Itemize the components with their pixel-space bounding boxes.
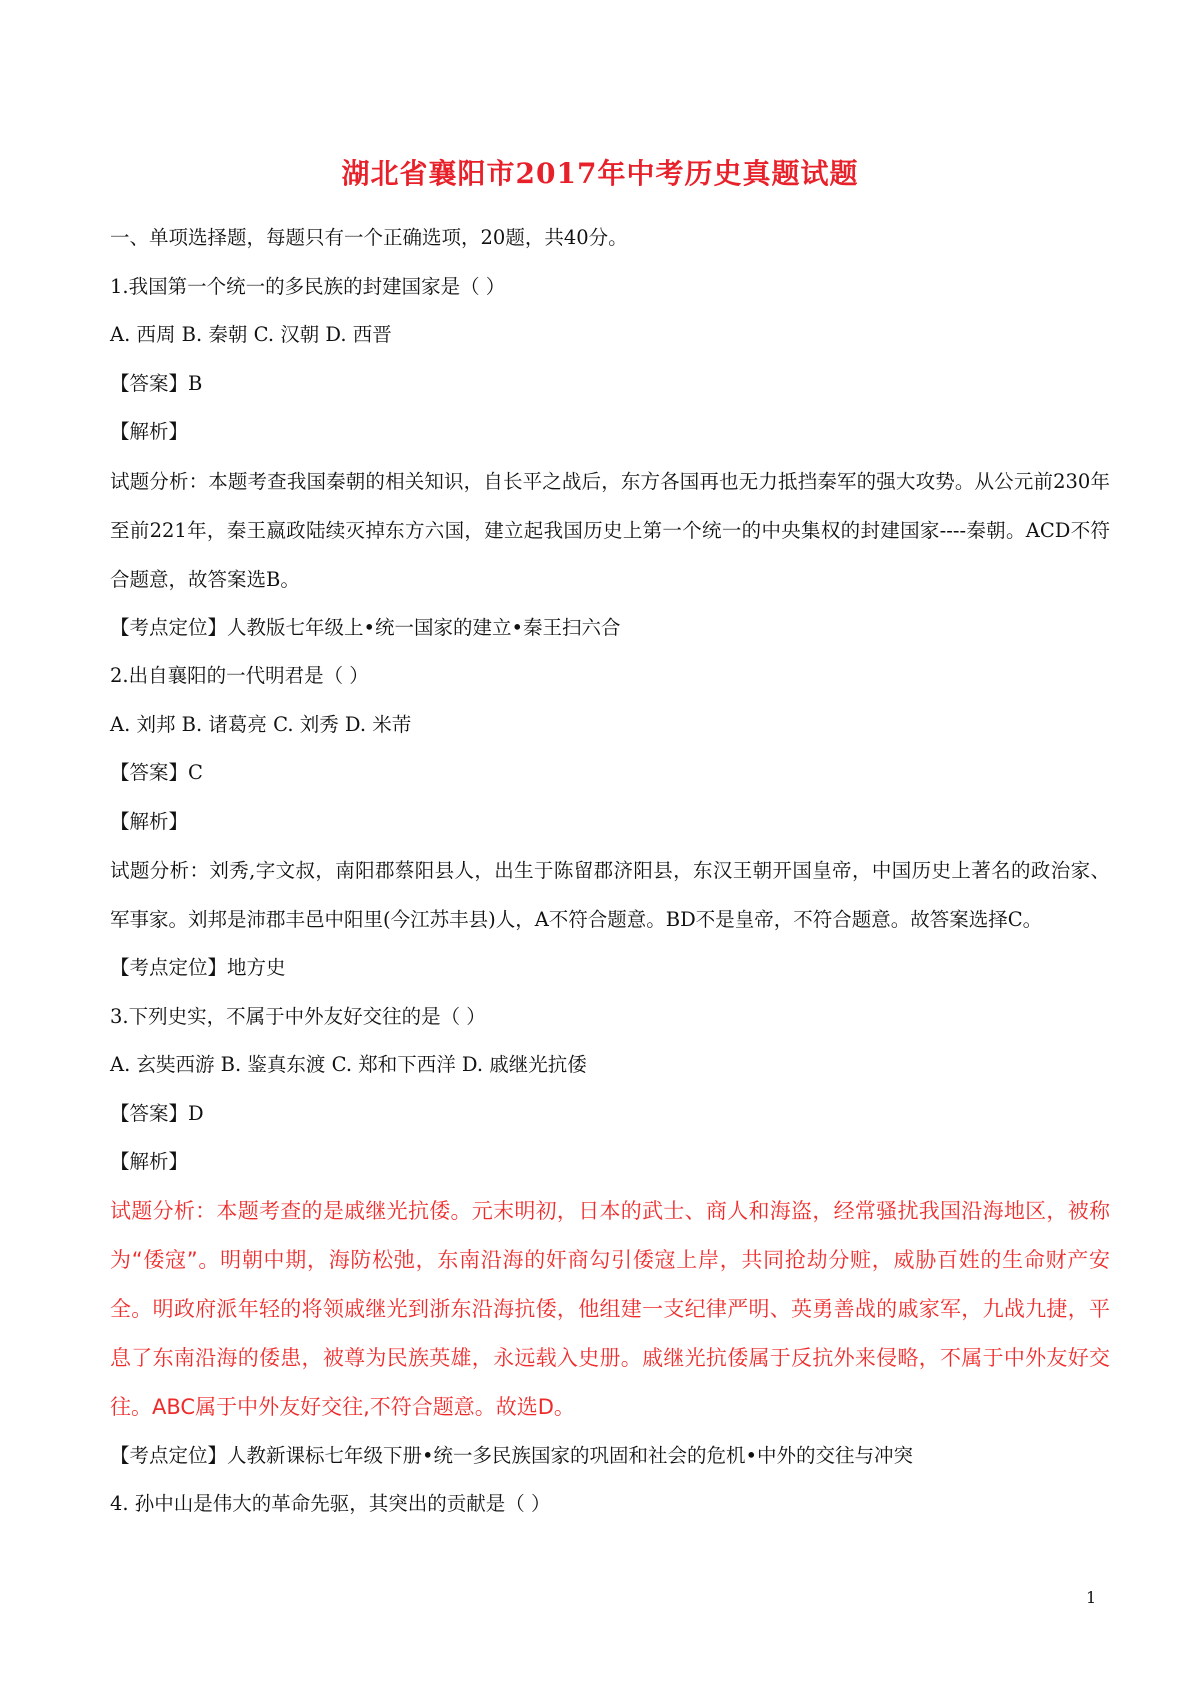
question-options: A. 刘邦 B. 诸葛亮 C. 刘秀 D. 米芾 <box>110 712 412 736</box>
question-stem: 1.我国第一个统一的多民族的封建国家是（ ） <box>110 274 506 298</box>
question-block <box>110 993 1110 1481</box>
answer-line: 【答案】C <box>110 761 203 784</box>
analysis-label: 【解析】 <box>110 1150 189 1173</box>
analysis-text: 试题分析：本题考查我国秦朝的相关知识，自长平之战后，东方各国再也无力抵挡秦军的强大攻势。从公元前230年至前221年，秦王嬴政陆续灭掉东方六国，建立起我国历史上第一个统一的中央集权的封建国家----秦朝。ACD不符合题意，故答案选B。 <box>110 469 1110 591</box>
analysis-label: 【解析】 <box>110 809 189 833</box>
exam-point: 【考点定位】人教版七年级上•统一国家的建立•秦王扫六合 <box>110 615 621 639</box>
answer-line: 【答案】D <box>110 1101 204 1125</box>
exam-point: 【考点定位】人教新课标七年级下册•统一多民族国家的巩固和社会的危机•中外的交往与冲突 <box>110 1443 914 1467</box>
document-title: 湖北省襄阳市2017年中考历史真题试题 <box>341 157 859 190</box>
document-body <box>110 214 1110 1529</box>
answer-line: 【答案】B <box>110 371 203 395</box>
question-stem: 3.下列史实，不属于中外友好交往的是（ ） <box>110 1004 486 1028</box>
question-stem: 4. 孙中山是伟大的革命先驱，其突出的贡献是（ ） <box>110 1492 551 1515</box>
question-options: A. 西周 B. 秦朝 C. 汉朝 D. 西晋 <box>110 323 392 346</box>
exam-point: 【考点定位】地方史 <box>110 956 286 979</box>
section-heading: 一、单项选择题，每题只有一个正确选项，20题，共40分。 <box>110 226 628 249</box>
question-block <box>110 652 1110 993</box>
page-number: 1 <box>1086 1588 1097 1607</box>
question-block <box>110 263 1110 653</box>
analysis-label: 【解析】 <box>110 420 189 443</box>
question-block <box>110 1480 1110 1529</box>
question-options: A. 玄奘西游 B. 鉴真东渡 C. 郑和下西洋 D. 戚继光抗倭 <box>110 1053 587 1076</box>
question-stem: 2.出自襄阳的一代明君是（ ） <box>110 664 369 687</box>
analysis-text-highlighted: 试题分析：本题考查的是戚继光抗倭。元末明初，日本的武士、商人和海盗，经常骚扰我国沿海地区，被称为“倭寇”。明朝中期，海防松弛，东南沿海的奸商勾引倭寇上岸，共同抢劫分赃，威胁百姓的生命财产安全。明政府派年轻的将领戚继光到浙东沿海抗倭，他组建一支纪律严明、英勇善战的戚家军，九战九捷，平息了东南沿海的倭患，被尊为民族英雄，永远载入史册。戚继光抗倭属于反抗外来侵略，不属于中外友好交往。ABC属于中外友好交往,不符合题意。故选D。 <box>110 1198 1110 1419</box>
analysis-text: 试题分析：刘秀,字文叔，南阳郡蔡阳县人，出生于陈留郡济阳县，东汉王朝开国皇帝，中国历史上著名的政治家、军事家。刘邦是沛郡丰邑中阳里(今江苏丰县)人，A不符合题意。BD不是皇帝，不符合题意。故答案选择C。 <box>110 859 1110 931</box>
